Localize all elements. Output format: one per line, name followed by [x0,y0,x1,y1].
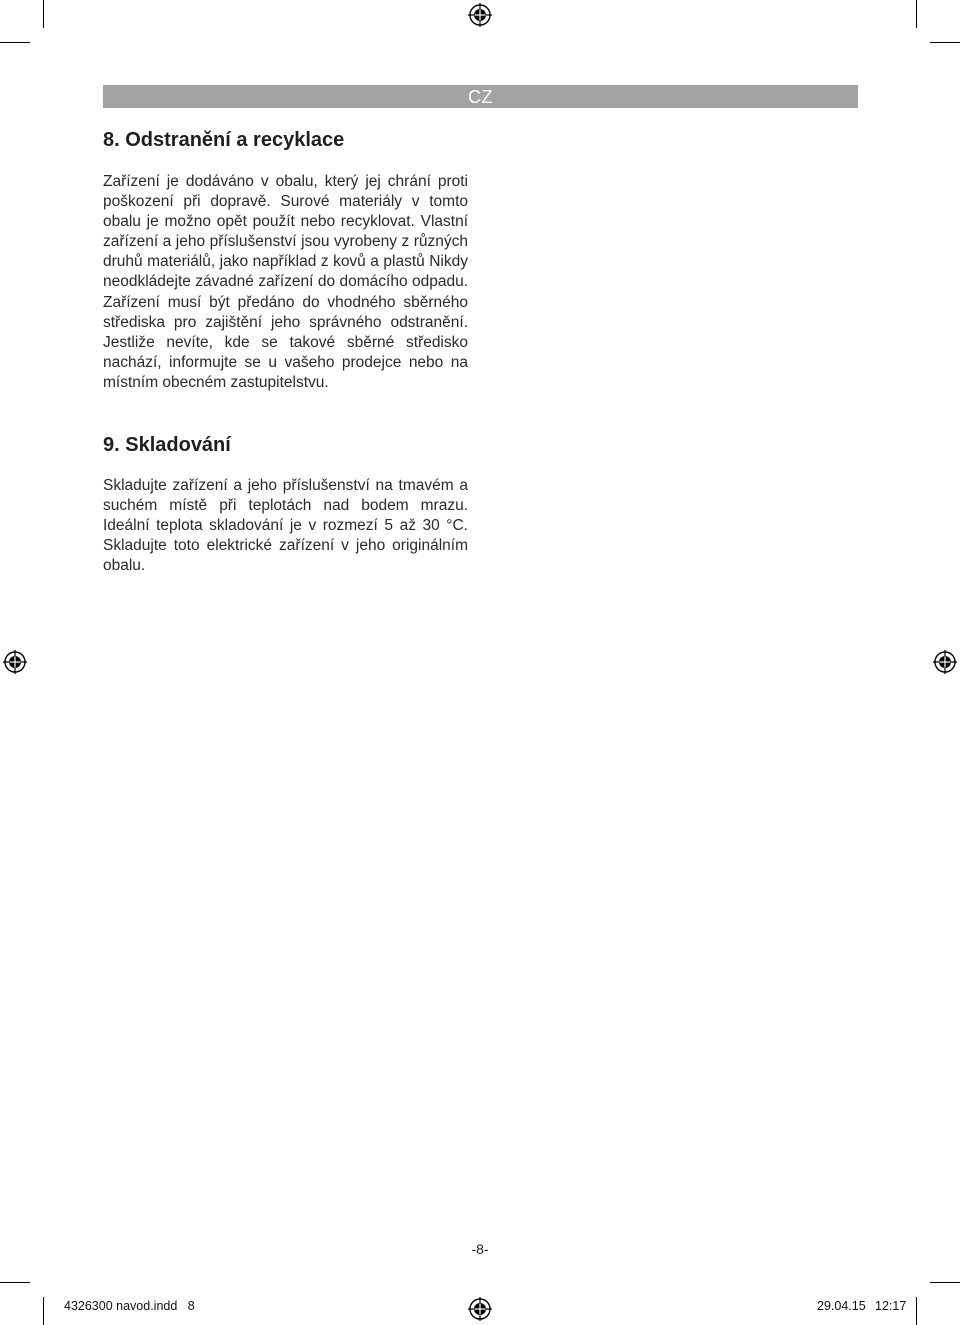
crop-mark [916,1297,917,1325]
registration-mark-icon [468,3,492,27]
crop-mark [916,0,917,28]
footer-time: 12:17 [875,1299,907,1313]
crop-mark [0,1282,30,1283]
registration-mark-icon [933,650,957,674]
section-title-storage: 9. Skladování [103,434,231,456]
footer-date: 29.04.15 [817,1299,866,1313]
page-number: -8- [471,1241,489,1257]
crop-mark [43,1297,44,1325]
crop-mark [930,42,960,43]
section-title-disposal: 8. Odstranění a recyklace [103,129,345,151]
section-text-storage: Skladujte zařízení a jeho příslušenství na tmavém a suchém místě při teplotách nad bodem mrazu. Ideální teplota skladování je v rozmezí 5 až 30 °C. Skladujte toto elektrické zařízení v jeho originálním obalu. [103,477,468,575]
registration-mark-icon [468,1297,492,1321]
language-label: CZ [468,87,493,107]
crop-mark [43,0,44,28]
section-text-disposal: Zařízení je dodáváno v obalu, který jej chrání proti poškození při dopravě. Surové materiály v tomto obalu je možno opět použít nebo recyklovat. Vlastní zařízení a jeho příslušenství jsou vyrobeny z různých druhů materiálů, jako například z kovů a plastů Nikdy neodkládejte závadné zařízení do domácího odpadu. Zařízení musí být předáno do vhodného sběrného střediska pro zajištění jeho správného odstranění. Jestliže nevíte, kde se takové sběrné středisko nachází, informujte se u vašeho prodejce nebo na místním obecném zastupitelstvu. [103,173,468,391]
crop-mark [0,42,30,43]
registration-mark-icon [3,650,27,674]
footer-file-name: 4326300 navod.indd 8 [64,1299,195,1313]
crop-mark [930,1282,960,1283]
